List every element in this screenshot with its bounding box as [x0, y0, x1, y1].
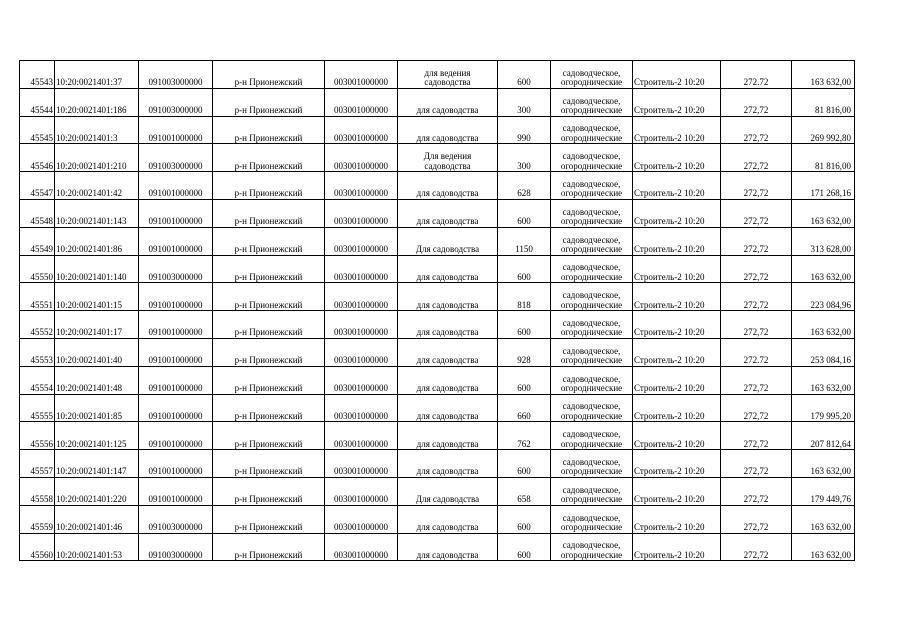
land-category-line1: садоводческое,: [562, 123, 621, 134]
table-row: [20, 144, 855, 172]
district-name: р-н Прионежский: [213, 199, 325, 227]
specific-value: 272,72: [721, 199, 792, 227]
land-category: [551, 199, 633, 227]
district-name: р-н Прионежский: [213, 366, 325, 394]
record-id: 45552: [20, 311, 55, 339]
record-id: 45560: [20, 533, 55, 561]
permitted-use-text: для садоводства: [416, 438, 479, 449]
permitted-use: [398, 227, 498, 255]
record-id: 45557: [20, 450, 55, 478]
okato-code: 091001000000: [139, 311, 213, 339]
table-row: [20, 255, 855, 283]
specific-value: 272,72: [721, 505, 792, 533]
land-area: 818: [498, 283, 551, 311]
permitted-use: [398, 116, 498, 144]
zone-name: Строитель-2 10:20: [633, 116, 721, 144]
permitted-use-text: для садоводства: [416, 410, 479, 421]
land-category-line2: огороднические: [560, 327, 623, 338]
land-category: [551, 144, 633, 172]
zone-name: Строитель-2 10:20: [633, 199, 721, 227]
district-name: р-н Прионежский: [213, 394, 325, 422]
permitted-use-text: для садоводства: [416, 188, 479, 199]
record-id: 45558: [20, 477, 55, 505]
land-area: 600: [498, 311, 551, 339]
specific-value: 272,72: [721, 366, 792, 394]
cadastral-value: 81 816,00: [792, 88, 855, 116]
specific-value: 272,72: [721, 255, 792, 283]
land-category-line2: огороднические: [560, 271, 623, 282]
permitted-use: [398, 338, 498, 366]
okato-code: 091003000000: [139, 533, 213, 561]
record-id: 45546: [20, 144, 55, 172]
land-category-line1: садоводческое,: [562, 178, 621, 189]
zone-name: Строитель-2 10:20: [633, 311, 721, 339]
cadastral-value: 313 628,00: [792, 227, 855, 255]
permitted-use-line2: садоводства: [424, 160, 471, 171]
cadastral-value: 223 084,96: [792, 283, 855, 311]
permitted-use: [398, 450, 498, 478]
table-row: [20, 505, 855, 533]
table-row: [20, 61, 855, 89]
land-area: 990: [498, 116, 551, 144]
land-category: [551, 227, 633, 255]
cadastral-number: 10:20:0021401:143: [55, 199, 139, 227]
specific-value: 272,72: [721, 172, 792, 200]
table-row: [20, 450, 855, 478]
zone-name: Строитель-2 10:20: [633, 477, 721, 505]
table-row: [20, 283, 855, 311]
permitted-use-text: для садоводства: [416, 327, 479, 338]
specific-value: 272,72: [721, 450, 792, 478]
land-category-line1: садоводческое,: [562, 206, 621, 217]
settlement-code: 003001000000: [325, 505, 398, 533]
land-category: [551, 88, 633, 116]
permitted-use-text: для садоводства: [416, 383, 479, 394]
land-area: 600: [498, 505, 551, 533]
specific-value: 272,72: [721, 88, 792, 116]
permitted-use-line1: Для ведения: [423, 151, 472, 162]
permitted-use-line2: садоводства: [424, 77, 471, 88]
cadastral-number: 10:20:0021401:140: [55, 255, 139, 283]
land-category: [551, 533, 633, 561]
zone-name: Строитель-2 10:20: [633, 450, 721, 478]
permitted-use: [398, 283, 498, 311]
cadastral-value: 163 632,00: [792, 61, 855, 89]
record-id: 45554: [20, 366, 55, 394]
settlement-code: 003001000000: [325, 172, 398, 200]
cadastral-number: 10:20:0021401:40: [55, 338, 139, 366]
land-category-line2: огороднические: [560, 383, 623, 394]
cadastral-number: 10:20:0021401:186: [55, 88, 139, 116]
settlement-code: 003001000000: [325, 422, 398, 450]
zone-name: Строитель-2 10:20: [633, 505, 721, 533]
okato-code: 091003000000: [139, 88, 213, 116]
record-id: 45543: [20, 61, 55, 89]
table-row: [20, 116, 855, 144]
specific-value: 272.72: [721, 61, 792, 89]
cadastral-number: 10:20:0021401:147: [55, 450, 139, 478]
land-category: [551, 505, 633, 533]
land-category-line2: огороднические: [560, 438, 623, 449]
cadastral-number: 10:20:0021401:53: [55, 533, 139, 561]
district-name: р-н Прионежский: [213, 450, 325, 478]
settlement-code: 003001000000: [325, 144, 398, 172]
permitted-use: [398, 144, 498, 172]
permitted-use-text: для садоводства: [416, 522, 479, 533]
cadastral-number: 10:20:0021401:42: [55, 172, 139, 200]
settlement-code: 003001000000: [325, 255, 398, 283]
table-row: [20, 338, 855, 366]
settlement-code: 003001000000: [325, 338, 398, 366]
land-category-line2: огороднические: [560, 77, 623, 88]
settlement-code: 003001000000: [325, 116, 398, 144]
permitted-use: [398, 394, 498, 422]
settlement-code: 003001000000: [325, 199, 398, 227]
permitted-use: [398, 366, 498, 394]
land-category: [551, 61, 633, 89]
permitted-use-text: для садоводства: [416, 355, 479, 366]
specific-value: 272,72: [721, 116, 792, 144]
land-category-line2: огороднические: [560, 216, 623, 227]
permitted-use-text: Для садоводства: [415, 244, 480, 255]
land-area: 660: [498, 394, 551, 422]
land-area: 600: [498, 199, 551, 227]
zone-name: Строитель-2 10:20: [633, 172, 721, 200]
land-area: 300: [498, 88, 551, 116]
land-category: [551, 116, 633, 144]
land-category-line1: садоводческое,: [562, 67, 621, 78]
okato-code: 091001000000: [139, 338, 213, 366]
settlement-code: 003001000000: [325, 394, 398, 422]
land-area: 600: [498, 450, 551, 478]
zone-name: Строитель-2 10:20: [633, 283, 721, 311]
land-category-line2: огороднические: [560, 494, 623, 505]
land-category-line2: огороднические: [560, 299, 623, 310]
zone-name: Строитель-2 10:20: [633, 338, 721, 366]
specific-value: 272,72: [721, 533, 792, 561]
land-area: 658: [498, 477, 551, 505]
land-category: [551, 172, 633, 200]
land-category-line1: садоводческое,: [562, 262, 621, 273]
record-id: 45551: [20, 283, 55, 311]
land-category-line1: садоводческое,: [562, 317, 621, 328]
cadastral-number: 10:20:0021401:85: [55, 394, 139, 422]
cadastral-value: 207 812,64: [792, 422, 855, 450]
permitted-use-text: для садоводства: [416, 299, 479, 310]
cadastral-value: 171 268,16: [792, 172, 855, 200]
land-category-line1: садоводческое,: [562, 95, 621, 106]
table-row: [20, 199, 855, 227]
record-id: 45553: [20, 338, 55, 366]
specific-value: 272,72: [721, 227, 792, 255]
table-row: [20, 88, 855, 116]
land-category-line1: садоводческое,: [562, 429, 621, 440]
land-category-line1: садоводческое,: [562, 512, 621, 523]
district-name: р-н Прионежский: [213, 255, 325, 283]
record-id: 45555: [20, 394, 55, 422]
land-area: 600: [498, 533, 551, 561]
permitted-use: [398, 533, 498, 561]
table-row: [20, 533, 855, 561]
land-category-line2: огороднические: [560, 244, 623, 255]
permitted-use: [398, 477, 498, 505]
record-id: 45544: [20, 88, 55, 116]
record-id: 45548: [20, 199, 55, 227]
land-category: [551, 450, 633, 478]
district-name: р-н Прионежский: [213, 144, 325, 172]
land-area: 928: [498, 338, 551, 366]
land-area: 300: [498, 144, 551, 172]
district-name: р-н Прионежский: [213, 338, 325, 366]
cadastral-value-table: [19, 60, 855, 561]
land-category-line1: садоводческое,: [562, 345, 621, 356]
cadastral-value: 163 632,00: [792, 450, 855, 478]
table-row: [20, 366, 855, 394]
zone-name: Строитель-2 10:20: [633, 88, 721, 116]
land-category-line1: садоводческое,: [562, 151, 621, 162]
specific-value: 272,72: [721, 394, 792, 422]
zone-name: Строитель-2 10:20: [633, 366, 721, 394]
land-area: 600: [498, 366, 551, 394]
table-body: [20, 61, 855, 561]
okato-code: 091001000000: [139, 172, 213, 200]
land-area: 600: [498, 61, 551, 89]
land-category-line2: огороднические: [560, 132, 623, 143]
table-row: [20, 394, 855, 422]
land-category-line2: огороднические: [560, 188, 623, 199]
okato-code: 091001000000: [139, 450, 213, 478]
permitted-use: [398, 255, 498, 283]
cadastral-number: 10:20:0021401:48: [55, 366, 139, 394]
permitted-use-text: Для садоводства: [415, 494, 480, 505]
table-row: [20, 227, 855, 255]
settlement-code: 003001000000: [325, 283, 398, 311]
cadastral-number: 10:20:0021401:17: [55, 311, 139, 339]
permitted-use-text: для садоводства: [416, 216, 479, 227]
permitted-use-text: для садоводства: [416, 549, 479, 560]
land-category: [551, 283, 633, 311]
land-category-line1: садоводческое,: [562, 484, 621, 495]
okato-code: 091001000000: [139, 199, 213, 227]
record-id: 45559: [20, 505, 55, 533]
land-category-line1: садоводческое,: [562, 373, 621, 384]
okato-code: 091003000000: [139, 61, 213, 89]
cadastral-value: 81 816,00: [792, 144, 855, 172]
record-id: 45547: [20, 172, 55, 200]
land-category-line1: садоводческое,: [562, 540, 621, 551]
land-area: 628: [498, 172, 551, 200]
land-category-line1: садоводческое,: [562, 456, 621, 467]
permitted-use: [398, 88, 498, 116]
land-category-line1: садоводческое,: [562, 401, 621, 412]
zone-name: Строитель-2 10:20: [633, 422, 721, 450]
land-category: [551, 311, 633, 339]
district-name: р-н Прионежский: [213, 477, 325, 505]
land-category: [551, 477, 633, 505]
district-name: р-н Прионежский: [213, 61, 325, 89]
district-name: р-н Прионежский: [213, 422, 325, 450]
permitted-use-text: для садоводства: [416, 105, 479, 116]
land-category: [551, 255, 633, 283]
cadastral-number: 10:20:0021401:210: [55, 144, 139, 172]
cadastral-value: 179 995,20: [792, 394, 855, 422]
specific-value: 272,72: [721, 422, 792, 450]
cadastral-number: 10:20:0021401:220: [55, 477, 139, 505]
permitted-use: [398, 422, 498, 450]
district-name: р-н Прионежский: [213, 533, 325, 561]
specific-value: 272.72: [721, 338, 792, 366]
cadastral-value: 163 632,00: [792, 255, 855, 283]
cadastral-value: 179 449,76: [792, 477, 855, 505]
cadastral-number: 10:20:0021401:37: [55, 61, 139, 89]
district-name: р-н Прионежский: [213, 227, 325, 255]
okato-code: 091001000000: [139, 283, 213, 311]
zone-name: Строитель-2 10:20: [633, 533, 721, 561]
cadastral-number: 10:20:0021401:15: [55, 283, 139, 311]
permitted-use-line1: для ведения: [424, 67, 471, 78]
record-id: 45549: [20, 227, 55, 255]
settlement-code: 003001000000: [325, 88, 398, 116]
settlement-code: 003001000000: [325, 477, 398, 505]
permitted-use: [398, 61, 498, 89]
permitted-use: [398, 199, 498, 227]
table-row: [20, 477, 855, 505]
zone-name: Строитель-2 10:20: [633, 394, 721, 422]
permitted-use-text: для садоводства: [416, 132, 479, 143]
permitted-use: [398, 311, 498, 339]
settlement-code: 003001000000: [325, 311, 398, 339]
table-row: [20, 172, 855, 200]
okato-code: 091001000000: [139, 477, 213, 505]
settlement-code: 003001000000: [325, 450, 398, 478]
land-category: [551, 422, 633, 450]
land-category-line2: огороднические: [560, 466, 623, 477]
cadastral-number: 10:20:0021401:86: [55, 227, 139, 255]
specific-value: 272,72: [721, 144, 792, 172]
district-name: р-н Прионежский: [213, 116, 325, 144]
land-area: 1150: [498, 227, 551, 255]
settlement-code: 003001000000: [325, 227, 398, 255]
land-category-line1: садоводческое,: [562, 234, 621, 245]
land-category-line2: огороднические: [560, 105, 623, 116]
okato-code: 091001000000: [139, 227, 213, 255]
okato-code: 091001000000: [139, 116, 213, 144]
land-category-line2: огороднические: [560, 549, 623, 560]
okato-code: 091001000000: [139, 366, 213, 394]
record-id: 45556: [20, 422, 55, 450]
settlement-code: 003001000000: [325, 366, 398, 394]
okato-code: 091001000000: [139, 422, 213, 450]
land-area: 762: [498, 422, 551, 450]
district-name: р-н Прионежский: [213, 172, 325, 200]
cadastral-value: 163 632,00: [792, 533, 855, 561]
specific-value: 272,72: [721, 283, 792, 311]
settlement-code: 003001000000: [325, 533, 398, 561]
okato-code: 091001000000: [139, 394, 213, 422]
land-category-line2: огороднические: [560, 410, 623, 421]
permitted-use-text: для садоводства: [416, 271, 479, 282]
settlement-code: 003001000000: [325, 61, 398, 89]
land-category: [551, 338, 633, 366]
land-area: 600: [498, 255, 551, 283]
okato-code: 091003000000: [139, 255, 213, 283]
district-name: р-н Прионежский: [213, 505, 325, 533]
record-id: 45545: [20, 116, 55, 144]
cadastral-number: 10:20:0021401:46: [55, 505, 139, 533]
cadastral-number: 10:20:0021401:125: [55, 422, 139, 450]
land-category-line2: огороднические: [560, 355, 623, 366]
record-id: 45550: [20, 255, 55, 283]
permitted-use: [398, 172, 498, 200]
okato-code: 091003000000: [139, 144, 213, 172]
land-category: [551, 394, 633, 422]
specific-value: 272,72: [721, 477, 792, 505]
zone-name: Строитель-2 10:20: [633, 144, 721, 172]
cadastral-value: 163 632,00: [792, 199, 855, 227]
land-category-line2: огороднические: [560, 160, 623, 171]
cadastral-value: 163 632,00: [792, 366, 855, 394]
district-name: р-н Прионежский: [213, 283, 325, 311]
permitted-use-text: для садоводства: [416, 466, 479, 477]
land-category-line1: садоводческое,: [562, 290, 621, 301]
zone-name: Строитель-2 10:20: [633, 255, 721, 283]
table-row: [20, 422, 855, 450]
zone-name: Строитель-2 10:20: [633, 227, 721, 255]
specific-value: 272,72: [721, 311, 792, 339]
okato-code: 091003000000: [139, 505, 213, 533]
table-row: [20, 311, 855, 339]
cadastral-value: 163 632,00: [792, 311, 855, 339]
cadastral-value: 163 632,00: [792, 505, 855, 533]
cadastral-value: 269 992,80: [792, 116, 855, 144]
district-name: р-н Прионежский: [213, 88, 325, 116]
land-category: [551, 366, 633, 394]
permitted-use: [398, 505, 498, 533]
zone-name: Строитель-2 10:20: [633, 61, 721, 89]
cadastral-value: 253 084,16: [792, 338, 855, 366]
cadastral-number: 10:20:0021401:3: [55, 116, 139, 144]
land-category-line2: огороднические: [560, 522, 623, 533]
district-name: р-н Прионежский: [213, 311, 325, 339]
